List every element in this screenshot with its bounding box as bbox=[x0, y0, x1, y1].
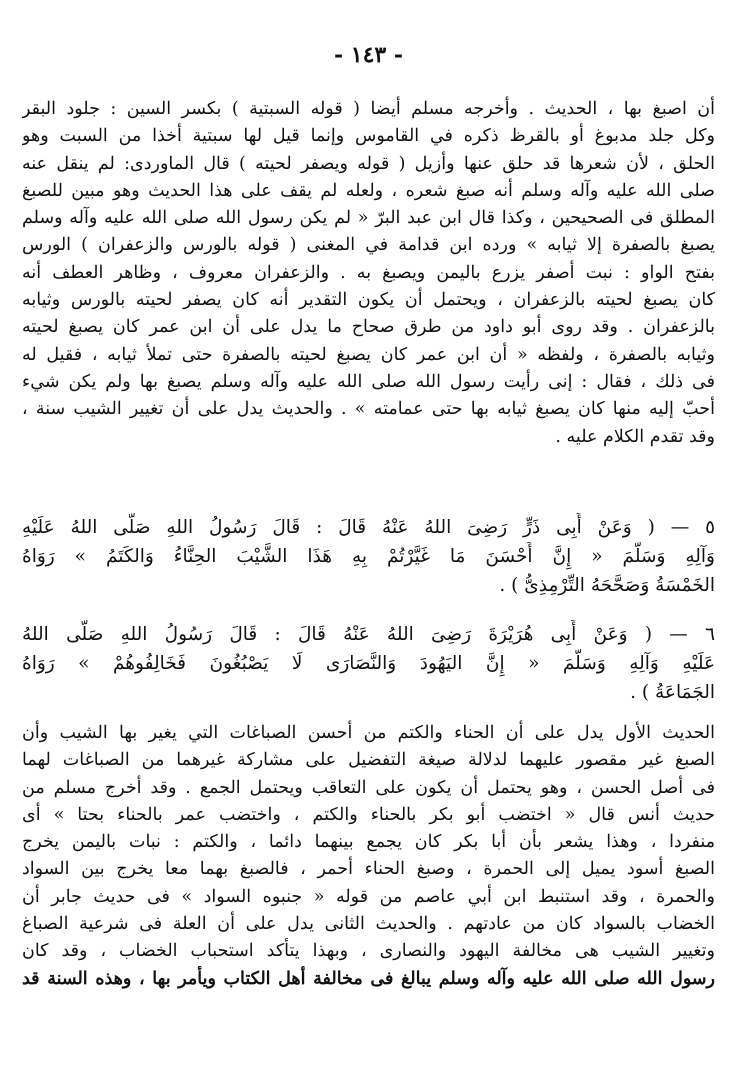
text-line: أحبّ إليه منها كان يصبغ ثيابه بها حتى عمامته » . والحديث يدل على أن تغيير الشيب سنة ، bbox=[22, 399, 715, 420]
text-line: بالزعفران . وقد روى أبو داود من طرق صحاح ما يدل على أن ابن عمر كان يصبغ لحيته bbox=[22, 317, 715, 338]
page-number: - ١٤٣ - bbox=[333, 42, 404, 68]
commentary-block-2 bbox=[22, 720, 715, 993]
text-line: وقد تقدم الكلام عليه . bbox=[555, 426, 715, 447]
hadith-line: عَلَيْهِ وَآلِهِ وَسَلَّمَ « إِنَّ اليَهُودَ وَالنَّصَارَى لَا يَصْبُغُونَ فَخَالِفُوهُمْ » رَوَاهُ bbox=[22, 653, 715, 674]
text-line: وثيابه بالصفرة ، ولفظه « أن ابن عمر كان يصبغ لحيته بالصفرة حتى تملأ ثيابه ، فقيل له bbox=[22, 344, 715, 365]
hadith-line: الخَمْسَةُ وَصَحَّحَهُ التِّرْمِذِىُّ ) . bbox=[499, 575, 715, 596]
text-line: صلى الله عليه وآله وسلم أنه صبغ شعره ، ولعله لم يقف على هذا الحديث وهو مبين للصبغ bbox=[22, 180, 715, 201]
text-line: الخضاب بالسواد كان من عادتهم . والحديث الثانى يدل على أن العلة فى شرعية الصباغ bbox=[22, 914, 715, 935]
hadith-line: ٥ — ( وَعَنْ أَبِى ذَرٍّ رَضِىَ اللهُ عَنْهُ قَالَ : قَالَ رَسُولُ اللهِ صَلَّى اللهُ عَلَيْهِ bbox=[22, 517, 715, 538]
text-line: الحديث الأول يدل على أن الحناء والكتم من أحسن الصباغات التي يغير بها الشيب وأن bbox=[22, 723, 715, 743]
text-line: وتغيير الشيب هى مخالفة اليهود والنصارى ، وبهذا يتأكد استحباب الخضاب ، وقد كان bbox=[22, 941, 715, 962]
text-line: بفتح الواو : نبت أصفر يزرع باليمن ويصبغ به . والزعفران معروف ، وظاهر العطف أنه bbox=[22, 262, 715, 283]
hadith-line: الجَمَاعَةُ ) . bbox=[630, 682, 715, 703]
text-line: والحمرة ، وقد استنبط ابن أبي عاصم من قوله « جنبوه السواد » فى حديث جابر أن bbox=[22, 886, 715, 907]
text-line: وكل جلد مدبوغ أو بالقرظ ذكره في القاموس وإنما قيل لها سبتية أخذا من السبت وهو bbox=[22, 126, 715, 147]
text-line: الصبغ أسود يميل إلى الحمرة ، وصبغ الحناء أحمر ، فالصبغ بهما معا يخرج بين السواد bbox=[22, 859, 715, 880]
commentary-block-1 bbox=[22, 96, 715, 451]
text-line: الصبغ غير مقصور عليهما لدلالة صيغة التفضيل على مشاركة غيرهما من الصباغات لهما bbox=[22, 750, 715, 771]
text-line: منفردا ، وهذا يشعر بأن أبا بكر كان يجمع بينهما دائما ، والكتم : نبات باليمن يخرج bbox=[22, 832, 715, 853]
text-line: أن اصبغ بها ، الحديث . وأخرجه مسلم أيضا ( قوله السبتية ) بكسر السين : جلود البقر bbox=[22, 99, 715, 119]
text-line: فى ذلك ، فقال : إنى رأيت رسول الله صلى الله عليه وآله وسلم يصبغ بها ولم يكن شيء bbox=[22, 371, 715, 392]
hadith-6 bbox=[22, 620, 715, 707]
text-line: المطلق فى الصحيحين ، وكذا قال ابن عبد البرّ « لم يكن رسول الله صلى الله عليه وآله وسلم bbox=[22, 208, 715, 229]
text-line: يصبغ بالصفرة إلا ثيابه » ورده ابن قدامة في المغنى ( قوله بالورس والزعفران ) الورس bbox=[22, 235, 715, 256]
text-line: الحلق ، لأن شعرها قد حلق عنها وأزيل ( قوله ويصفر لحيته ) قال الماوردى: لم ينقل عنه bbox=[22, 153, 715, 174]
hadith-line: ٦ — ( وَعَنْ أَبِى هُرَيْرَةَ رَضِىَ اللهُ عَنْهُ قَالَ : قَالَ رَسُولُ اللهِ صَلَّى اللهُ bbox=[22, 624, 715, 645]
text-line: رسول الله صلى الله عليه وآله وسلم يبالغ فى مخالفة أهل الكتاب ويأمر بها ، وهذه السنة قد bbox=[22, 968, 715, 989]
hadith-line: وَآلِهِ وَسَلَّمَ « إِنَّ أَحْسَنَ مَا غَيَّرْتُمْ بِهِ هَذَا الشَّيْبَ الحِنَّاءُ وَالكَتَمُ » رَوَاهُ bbox=[22, 546, 715, 567]
text-line: حديث أنس قال « اختضب أبو بكر بالحناء والكتم ، واختضب عمر بالحناء بحتا » أى bbox=[22, 804, 715, 825]
text-line: فى أصل الحسن ، وهو يحتمل أن يكون على التعاقب ويحتمل الجمع . وقد أخرج مسلم من bbox=[22, 777, 715, 798]
text-line: كان يصبغ لحيته بالزعفران ، ويحتمل أن يكون التقدير أنه كان يصفر لحيته بالورس وثيابه bbox=[22, 290, 715, 311]
hadith-5 bbox=[22, 513, 715, 600]
